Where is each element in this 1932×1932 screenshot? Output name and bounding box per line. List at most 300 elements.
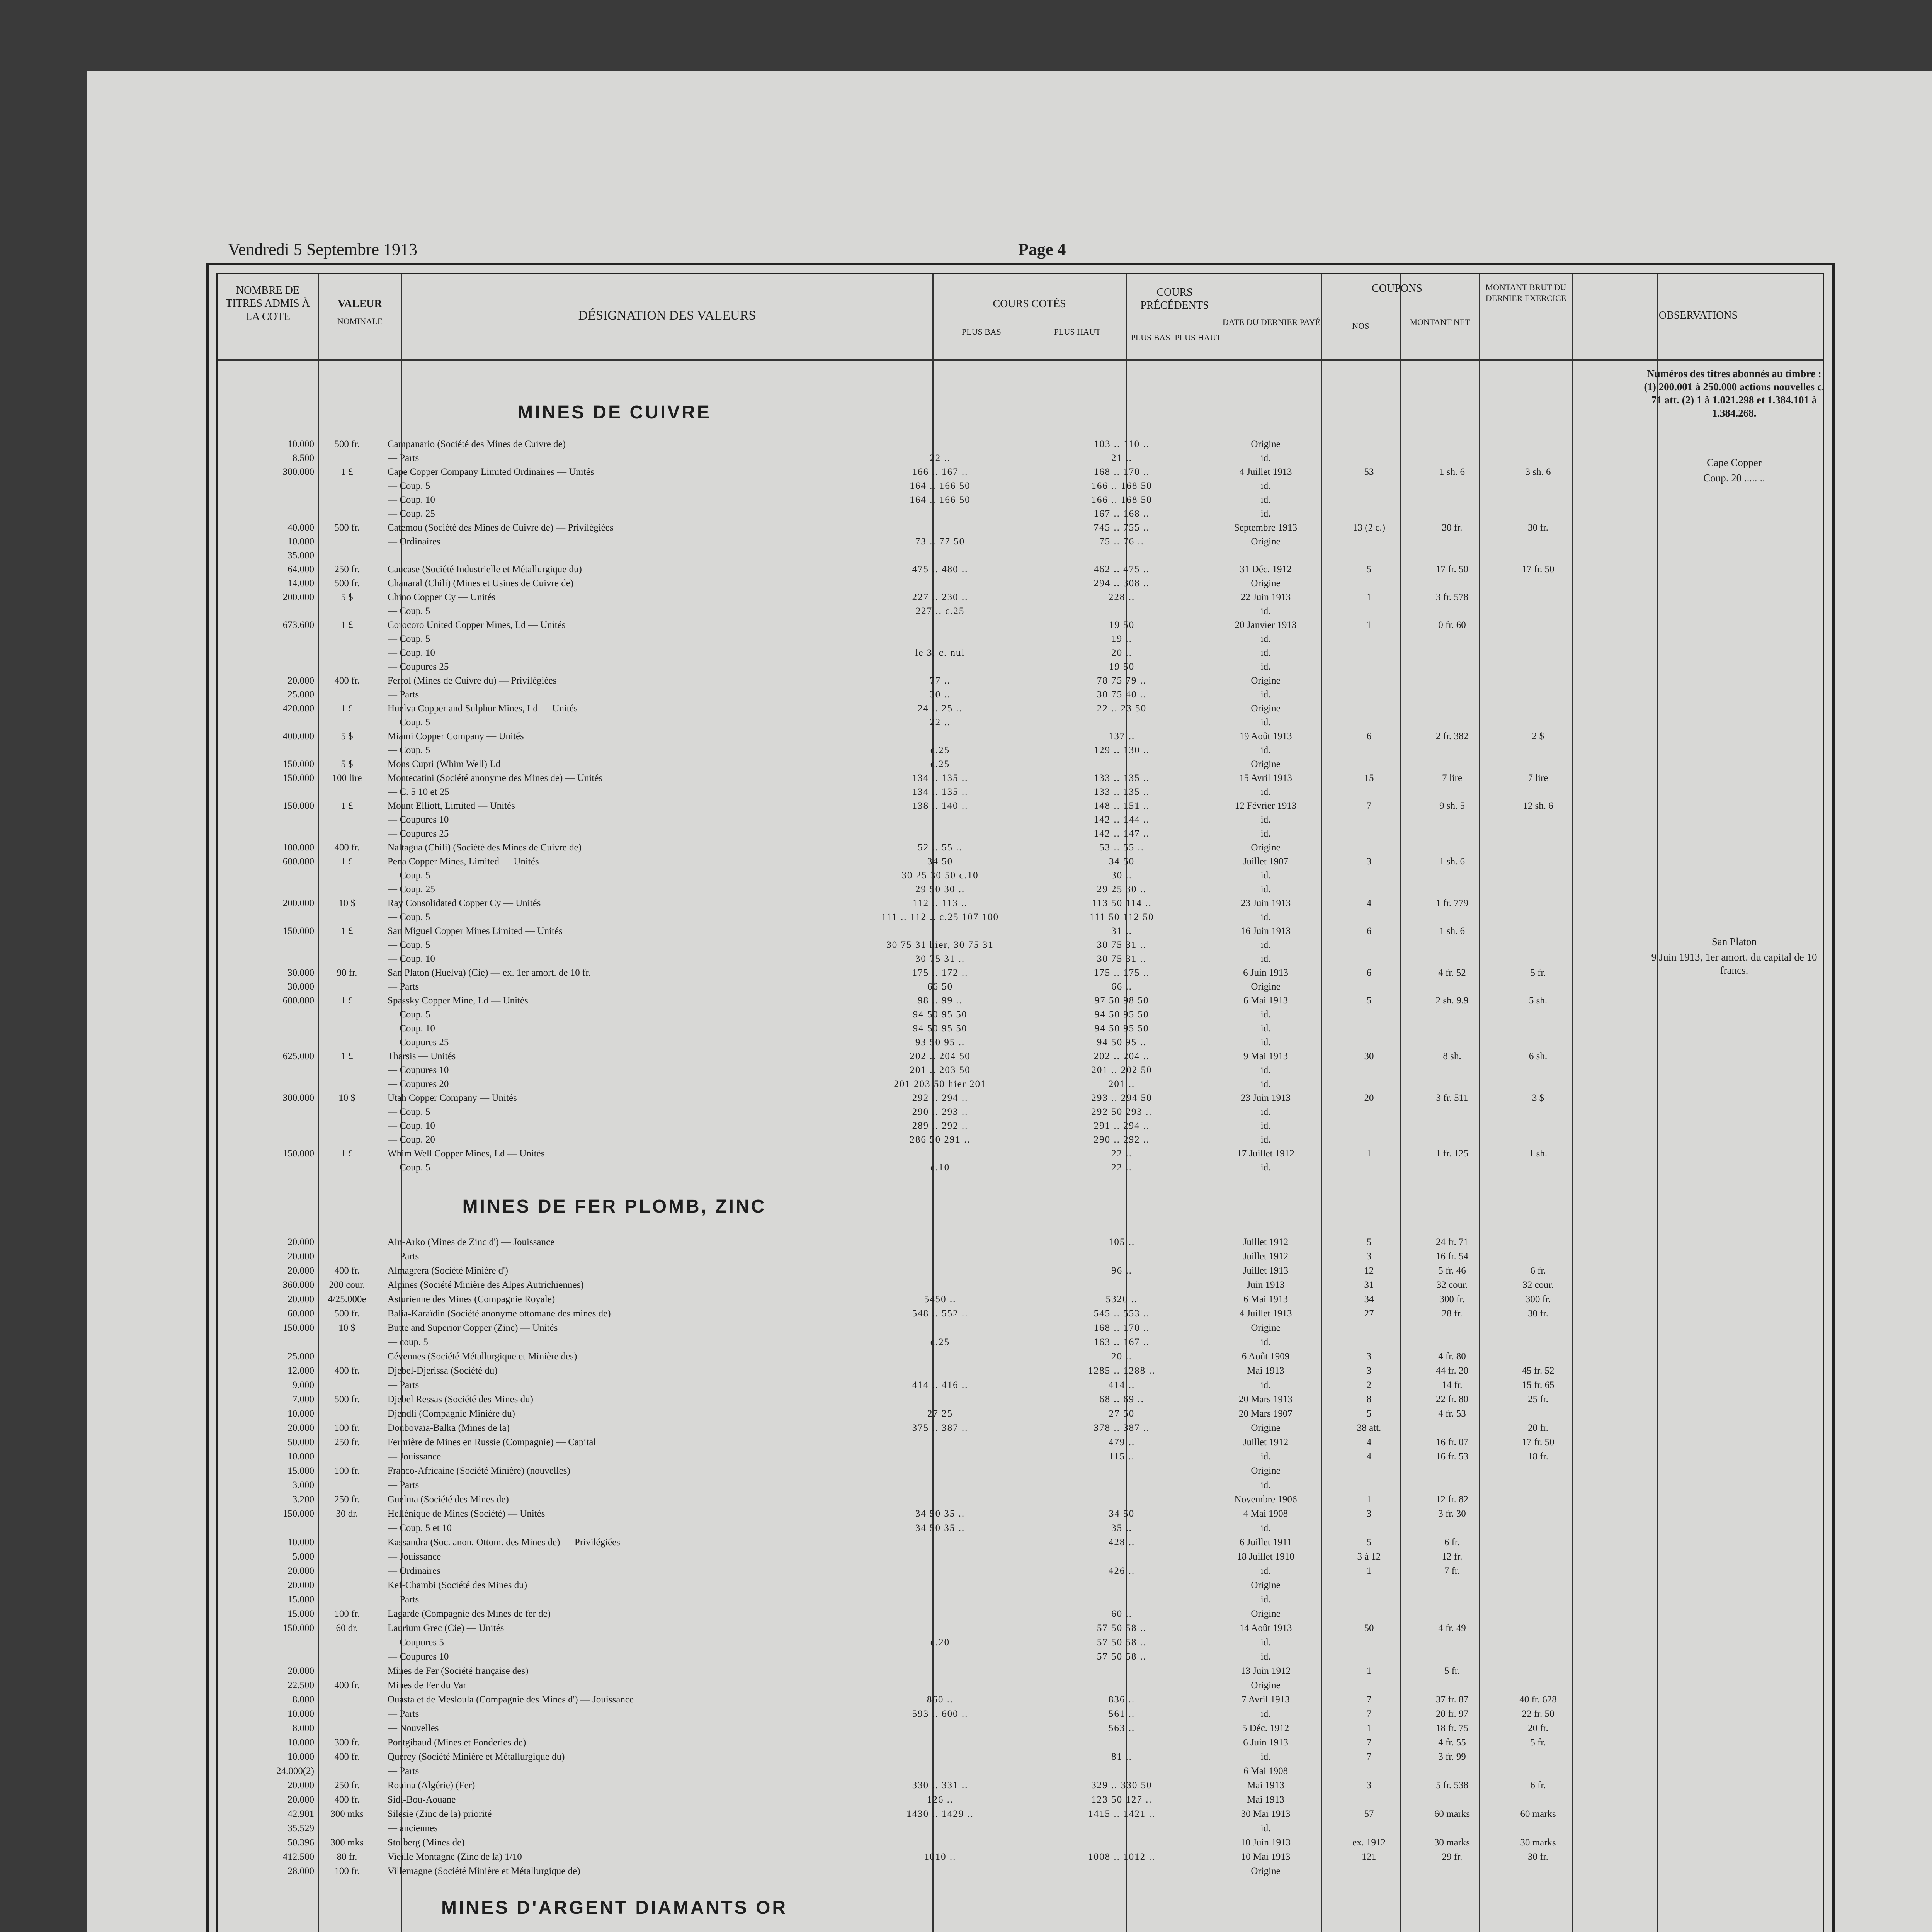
col-count-header: NOMBRE DE TITRES ADMIS À LA COTE bbox=[226, 284, 310, 323]
count-cell: 3.200 bbox=[292, 1494, 314, 1505]
coupon-brut-cell: 20 fr. bbox=[1528, 1423, 1548, 1433]
cours-prec-cell: 201 .. 202 50 bbox=[1091, 1065, 1152, 1075]
coupon-date-cell: 6 Mai 1913 bbox=[1243, 995, 1288, 1006]
designation-cell: Stolberg (Mines de) bbox=[388, 1837, 465, 1848]
designation-cell: — anciennes bbox=[388, 1823, 438, 1833]
coupon-net-cell: 18 fr. 75 bbox=[1435, 1723, 1469, 1733]
designation-cell: — Coup. 10 bbox=[388, 1121, 435, 1131]
cours-cotes-cell: c.25 bbox=[930, 1337, 950, 1347]
table-row bbox=[218, 898, 1823, 909]
cours-cotes-cell: 93 50 95 .. bbox=[915, 1037, 965, 1048]
nominal-cell: 10 $ bbox=[338, 1093, 355, 1103]
cours-prec-cell: 1285 .. 1288 .. bbox=[1088, 1366, 1155, 1376]
count-cell: 400.000 bbox=[282, 731, 314, 742]
coupon-date-cell: Origine bbox=[1251, 1609, 1281, 1619]
cours-prec-cell: 19 50 bbox=[1109, 662, 1135, 672]
table-row bbox=[218, 1379, 1823, 1391]
designation-cell: Alpines (Société Minière des Alpes Autrichiennes) bbox=[388, 1280, 584, 1290]
table-row bbox=[218, 759, 1823, 770]
nominal-cell: 500 fr. bbox=[334, 578, 360, 588]
table-row bbox=[218, 1537, 1823, 1548]
coupon-net-cell: 44 fr. 20 bbox=[1435, 1366, 1469, 1376]
nominal-cell: 30 dr. bbox=[336, 1509, 358, 1519]
coupon-brut-cell: 22 fr. 50 bbox=[1522, 1709, 1554, 1719]
cours-prec-cell: 113 50 114 .. bbox=[1092, 898, 1152, 908]
designation-cell: Campanario (Société des Mines de Cuivre de) bbox=[388, 439, 566, 449]
designation-cell: — Ordinaires bbox=[388, 536, 440, 547]
designation-cell: — Coup. 5 bbox=[388, 1107, 430, 1117]
cours-prec-cell: 479 .. bbox=[1108, 1437, 1135, 1447]
cours-prec-cell: 30 .. bbox=[1111, 870, 1132, 881]
cours-cotes-cell: 227 .. 230 .. bbox=[912, 592, 968, 602]
coupon-net-cell: 9 sh. 5 bbox=[1439, 801, 1465, 811]
count-cell: 20.000 bbox=[287, 1265, 314, 1276]
designation-cell: Caucase (Société Industrielle et Métallurgique du) bbox=[388, 564, 582, 575]
designation-cell: Naltagua (Chili) (Société des Mines de Cuivre de) bbox=[388, 842, 582, 853]
coupon-no-cell: 1 bbox=[1366, 1566, 1372, 1576]
designation-cell: — Coup. 20 bbox=[388, 1134, 435, 1145]
designation-cell: Tharsis — Unités bbox=[388, 1051, 456, 1061]
count-cell: 200.000 bbox=[282, 592, 314, 602]
count-cell: 150.000 bbox=[282, 773, 314, 783]
coupon-date-cell: id. bbox=[1260, 1107, 1271, 1117]
coupon-date-cell: 20 Mars 1907 bbox=[1239, 1408, 1293, 1419]
count-cell: 30.000 bbox=[287, 968, 314, 978]
coupon-date-cell: id. bbox=[1260, 1651, 1271, 1662]
coupon-date-cell: 4 Mai 1908 bbox=[1243, 1509, 1288, 1519]
designation-cell: — Parts bbox=[388, 1380, 419, 1390]
coupon-date-cell: Novembre 1906 bbox=[1234, 1494, 1297, 1505]
coupon-no-cell: 1 bbox=[1366, 620, 1372, 630]
table-row bbox=[218, 494, 1823, 506]
coupon-date-cell: id. bbox=[1260, 1823, 1271, 1833]
col-valeur-sub: NOMINALE bbox=[337, 316, 383, 326]
coupon-brut-cell: 17 fr. 50 bbox=[1522, 1437, 1554, 1447]
cours-cotes-cell: 126 .. bbox=[927, 1794, 954, 1805]
cours-prec-cell: 31 .. bbox=[1111, 926, 1132, 936]
cours-prec-cell: 545 .. 553 .. bbox=[1094, 1308, 1150, 1319]
designation-cell: — Coupures 10 bbox=[388, 1651, 449, 1662]
coupon-date-cell: Juillet 1912 bbox=[1243, 1251, 1289, 1262]
table-row bbox=[218, 731, 1823, 742]
count-cell: 150.000 bbox=[282, 1509, 314, 1519]
coupon-no-cell: 1 bbox=[1366, 1666, 1372, 1676]
coupon-net-cell: 8 sh. bbox=[1443, 1051, 1461, 1061]
designation-cell: Djebel-Djerissa (Société du) bbox=[388, 1366, 498, 1376]
table-row bbox=[218, 1808, 1823, 1820]
cours-cotes-cell: 292 .. 294 .. bbox=[912, 1093, 968, 1103]
cours-prec-cell: 745 .. 755 .. bbox=[1094, 522, 1150, 533]
coupon-no-cell: 1 bbox=[1366, 1723, 1372, 1733]
coupon-no-cell: 5 bbox=[1366, 564, 1372, 575]
count-cell: 25.000 bbox=[287, 689, 314, 700]
designation-cell: Lagarde (Compagnie des Mines de fer de) bbox=[388, 1609, 551, 1619]
designation-cell: — C. 5 10 et 25 bbox=[388, 787, 449, 797]
cours-cotes-cell: 201 .. 203 50 bbox=[910, 1065, 971, 1075]
nominal-cell: 5 $ bbox=[341, 592, 353, 602]
nominal-cell: 90 fr. bbox=[337, 968, 357, 978]
cours-prec-cell: 78 75 79 .. bbox=[1097, 675, 1147, 686]
cours-cotes-cell: 27 25 bbox=[927, 1408, 953, 1419]
designation-cell: Vieille Montagne (Zinc de la) 1/10 bbox=[388, 1852, 522, 1862]
designation-cell: Mons Cupri (Whim Well) Ld bbox=[388, 759, 500, 769]
cours-prec-cell: 168 .. 170 .. bbox=[1094, 1323, 1150, 1333]
designation-cell: Almagrera (Société Minière d') bbox=[388, 1265, 509, 1276]
table-row bbox=[218, 1608, 1823, 1620]
table-row bbox=[218, 1708, 1823, 1720]
designation-cell: Ray Consolidated Copper Cy — Unités bbox=[388, 898, 541, 908]
table-row bbox=[218, 1866, 1823, 1877]
table-row bbox=[218, 1737, 1823, 1748]
cours-prec-cell: 94 50 95 .. bbox=[1097, 1037, 1147, 1048]
count-cell: 100.000 bbox=[282, 842, 314, 853]
coupon-date-cell: id. bbox=[1260, 940, 1271, 950]
table-row bbox=[218, 550, 1823, 561]
table-row bbox=[218, 1494, 1823, 1505]
cours-cotes-cell: c.25 bbox=[930, 759, 950, 769]
cours-cotes-cell: 201 203 50 hier 201 bbox=[894, 1079, 986, 1089]
page-number: Page 4 bbox=[1018, 240, 1066, 259]
coupon-brut-cell: 30 fr. bbox=[1528, 1852, 1548, 1862]
table-row bbox=[218, 717, 1823, 728]
designation-cell: — Coup. 10 bbox=[388, 954, 435, 964]
cours-cotes-cell: 30 .. bbox=[930, 689, 951, 700]
cours-prec-cell: 167 .. 168 .. bbox=[1094, 509, 1150, 519]
designation-cell: Miami Copper Company — Unités bbox=[388, 731, 524, 742]
coupon-brut-cell: 60 marks bbox=[1520, 1809, 1556, 1819]
table-row bbox=[218, 578, 1823, 589]
coupon-brut-cell: 30 marks bbox=[1520, 1837, 1556, 1848]
coupon-date-cell: 10 Mai 1913 bbox=[1241, 1852, 1291, 1862]
nominal-cell: 400 fr. bbox=[334, 1752, 360, 1762]
cours-cotes-cell: 30 75 31 hier, 30 75 31 bbox=[886, 940, 994, 950]
coupon-date-cell: Origine bbox=[1251, 1580, 1281, 1590]
designation-cell: Montecatini (Société anonyme des Mines de) — Unités bbox=[388, 773, 603, 783]
coupon-net-cell: 60 marks bbox=[1434, 1809, 1470, 1819]
table-row bbox=[218, 1680, 1823, 1691]
count-cell: 625.000 bbox=[282, 1051, 314, 1061]
coupon-no-cell: 7 bbox=[1366, 1709, 1372, 1719]
coupon-date-cell: id. bbox=[1260, 815, 1271, 825]
cours-prec-cell: 22 .. bbox=[1111, 1148, 1132, 1159]
coupon-net-cell: 1 fr. 779 bbox=[1435, 898, 1469, 908]
table-row bbox=[218, 1580, 1823, 1591]
nominal-cell: 400 fr. bbox=[334, 1265, 360, 1276]
count-cell: 50.000 bbox=[287, 1437, 314, 1447]
nominal-cell: 1 £ bbox=[341, 467, 353, 477]
coupon-brut-cell: 25 fr. bbox=[1528, 1394, 1548, 1405]
coupon-date-cell: 4 Juillet 1913 bbox=[1239, 1308, 1292, 1319]
table-row bbox=[218, 675, 1823, 687]
count-cell: 12.000 bbox=[287, 1366, 314, 1376]
designation-cell: Ain-Arko (Mines de Zinc d') — Jouissance bbox=[388, 1237, 555, 1247]
table-row bbox=[218, 1148, 1823, 1160]
section-title-fer: MINES DE FER PLOMB, ZINC bbox=[462, 1196, 767, 1217]
table-row bbox=[218, 1134, 1823, 1146]
count-cell: 35.529 bbox=[287, 1823, 314, 1833]
coupon-net-cell: 30 marks bbox=[1434, 1837, 1470, 1848]
count-cell: 20.000 bbox=[287, 1780, 314, 1791]
cours-cotes-cell: 375 .. 387 .. bbox=[912, 1423, 968, 1433]
table-row bbox=[218, 605, 1823, 617]
coupon-date-cell: 6 Mai 1908 bbox=[1243, 1766, 1288, 1776]
table-row bbox=[218, 1265, 1823, 1277]
designation-cell: — Coupures 20 bbox=[388, 1079, 449, 1089]
coupon-date-cell: 6 Juillet 1911 bbox=[1239, 1537, 1292, 1548]
cours-prec-cell: 34 50 bbox=[1109, 856, 1135, 867]
table-row bbox=[218, 1508, 1823, 1520]
count-cell: 420.000 bbox=[282, 703, 314, 714]
count-cell: 150.000 bbox=[282, 1623, 314, 1633]
designation-cell: Balia-Karaïdin (Société anonyme ottomane des mines de) bbox=[388, 1308, 611, 1319]
table-row bbox=[218, 1337, 1823, 1348]
count-cell: 10.000 bbox=[287, 1408, 314, 1419]
count-cell: 20.000 bbox=[287, 1294, 314, 1304]
cours-prec-cell: 129 .. 130 .. bbox=[1094, 745, 1150, 755]
count-cell: 150.000 bbox=[282, 926, 314, 936]
coupon-date-cell: Origine bbox=[1251, 1423, 1281, 1433]
designation-cell: Mines de Fer (Société française des) bbox=[388, 1666, 529, 1676]
designation-cell: — Coupures 25 bbox=[388, 662, 449, 672]
cours-cotes-cell: 77 .. bbox=[930, 675, 951, 686]
nominal-cell: 1 £ bbox=[341, 995, 353, 1006]
coupon-brut-cell: 30 fr. bbox=[1528, 1308, 1548, 1319]
col-plus-haut-header: PLUS HAUT bbox=[1054, 327, 1101, 337]
cours-prec-cell: 22 .. 23 50 bbox=[1097, 703, 1147, 714]
count-cell: 9.000 bbox=[292, 1380, 314, 1390]
table-row bbox=[218, 592, 1823, 603]
count-cell: 150.000 bbox=[282, 1148, 314, 1159]
count-cell: 60.000 bbox=[287, 1308, 314, 1319]
table-row bbox=[218, 1465, 1823, 1477]
coupon-date-cell: id. bbox=[1260, 1337, 1271, 1347]
table-row bbox=[218, 1480, 1823, 1491]
table-row bbox=[218, 1565, 1823, 1577]
coupon-date-cell: id. bbox=[1260, 1523, 1271, 1533]
designation-cell: Whim Well Copper Mines, Ld — Unités bbox=[388, 1148, 545, 1159]
coupon-net-cell: 3 fr. 578 bbox=[1435, 592, 1469, 602]
nominal-cell: 500 fr. bbox=[334, 522, 360, 533]
coupon-net-cell: 3 fr. 511 bbox=[1436, 1093, 1468, 1103]
table-row bbox=[218, 786, 1823, 798]
cours-cotes-cell: 164 .. 166 50 bbox=[910, 481, 971, 491]
cours-prec-cell: 428 .. bbox=[1108, 1537, 1135, 1548]
coupon-no-cell: 7 bbox=[1366, 801, 1372, 811]
cours-prec-cell: 20 .. bbox=[1111, 1351, 1132, 1362]
coupon-date-cell: id. bbox=[1260, 745, 1271, 755]
designation-cell: San Platon (Huelva) (Cie) — ex. 1er amort. de 10 fr. bbox=[388, 968, 591, 978]
cours-cotes-cell: c.10 bbox=[930, 1162, 950, 1173]
count-cell: 40.000 bbox=[287, 522, 314, 533]
cours-prec-cell: 142 .. 144 .. bbox=[1094, 815, 1150, 825]
designation-cell: — Coup. 5 bbox=[388, 870, 430, 881]
coupon-brut-cell: 40 fr. 628 bbox=[1519, 1694, 1557, 1705]
designation-cell: — Parts bbox=[388, 1480, 419, 1490]
cours-cotes-cell: 202 .. 204 50 bbox=[910, 1051, 971, 1061]
coupon-date-cell: id. bbox=[1260, 1637, 1271, 1648]
coupon-date-cell: 20 Mars 1913 bbox=[1239, 1394, 1293, 1405]
designation-cell: Quercy (Société Minière et Métallurgique du) bbox=[388, 1752, 565, 1762]
coupon-net-cell: 3 fr. 30 bbox=[1438, 1509, 1466, 1519]
designation-cell: — Coupures 10 bbox=[388, 815, 449, 825]
coupon-date-cell: id. bbox=[1260, 912, 1271, 922]
coupon-date-cell: 6 Mai 1913 bbox=[1243, 1294, 1288, 1304]
table-row bbox=[218, 870, 1823, 881]
nominal-cell: 5 $ bbox=[341, 759, 353, 769]
coupon-date-cell: id. bbox=[1260, 689, 1271, 700]
count-cell: 200.000 bbox=[282, 898, 314, 908]
section-title-cuivre: MINES DE CUIVRE bbox=[517, 402, 711, 423]
table-inner-border bbox=[216, 273, 1824, 1932]
coupon-brut-cell: 32 cour. bbox=[1522, 1280, 1554, 1290]
designation-cell: Pontgibaud (Mines et Fonderies de) bbox=[388, 1737, 526, 1748]
coupon-date-cell: id. bbox=[1260, 1079, 1271, 1089]
count-cell: 412.500 bbox=[282, 1852, 314, 1862]
col-designation-header: DÉSIGNATION DES VALEURS bbox=[578, 308, 756, 323]
designation-cell: — Coup. 10 bbox=[388, 648, 435, 658]
coupon-date-cell: 17 Juillet 1912 bbox=[1237, 1148, 1294, 1159]
coupon-brut-cell: 5 sh. bbox=[1529, 995, 1548, 1006]
designation-cell: — Coup. 5 bbox=[388, 717, 430, 728]
coupon-no-cell: 31 bbox=[1364, 1280, 1374, 1290]
cours-prec-cell: 111 50 112 50 bbox=[1089, 912, 1154, 922]
table-row bbox=[218, 856, 1823, 867]
designation-cell: Rouina (Algérie) (Fer) bbox=[388, 1780, 475, 1791]
designation-cell: — Coup. 5 bbox=[388, 606, 430, 616]
coupon-date-cell: 6 Juin 1913 bbox=[1243, 1737, 1288, 1748]
designation-cell: — Parts bbox=[388, 1766, 419, 1776]
cours-prec-cell: 294 .. 308 .. bbox=[1094, 578, 1150, 588]
page-date: Vendredi 5 Septembre 1913 bbox=[228, 240, 417, 259]
coupon-no-cell: 3 bbox=[1366, 1251, 1372, 1262]
table-row bbox=[218, 1851, 1823, 1863]
coupon-date-cell: id. bbox=[1260, 870, 1271, 881]
designation-cell: Utah Copper Company — Unités bbox=[388, 1093, 517, 1103]
designation-cell: — Coup. 5 et 10 bbox=[388, 1523, 452, 1533]
price-table bbox=[206, 263, 1835, 1932]
coupon-date-cell: 30 Mai 1913 bbox=[1241, 1809, 1291, 1819]
cours-prec-cell: 290 .. 292 .. bbox=[1094, 1134, 1150, 1145]
coupon-brut-cell: 12 sh. 6 bbox=[1523, 801, 1553, 811]
cours-cotes-cell: 330 .. 331 .. bbox=[912, 1780, 968, 1791]
coupon-date-cell: id. bbox=[1260, 1451, 1271, 1462]
count-cell: 8.000 bbox=[292, 1694, 314, 1705]
count-cell: 42.901 bbox=[287, 1809, 314, 1819]
coupon-no-cell: 1 bbox=[1366, 1494, 1372, 1505]
coupon-date-cell: 4 Juillet 1913 bbox=[1239, 467, 1292, 477]
cours-cotes-cell: 5450 .. bbox=[924, 1294, 956, 1304]
coupon-no-cell: 121 bbox=[1362, 1852, 1376, 1862]
nominal-cell: 80 fr. bbox=[337, 1852, 357, 1862]
cours-prec-cell: 166 .. 168 50 bbox=[1091, 481, 1152, 491]
coupon-no-cell: 38 att. bbox=[1357, 1423, 1381, 1433]
table-row bbox=[218, 1365, 1823, 1377]
col-net-header: MONTANT NET bbox=[1410, 317, 1470, 327]
table-row bbox=[218, 939, 1823, 951]
table-row bbox=[218, 1023, 1823, 1034]
table-row bbox=[218, 466, 1823, 478]
coupon-date-cell: 6 Août 1909 bbox=[1242, 1351, 1290, 1362]
col-date-header: DATE DU DERNIER PAYÉ bbox=[1222, 317, 1321, 327]
coupon-date-cell: 31 Déc. 1912 bbox=[1240, 564, 1292, 575]
coupon-no-cell: 6 bbox=[1366, 926, 1372, 936]
cours-prec-cell: 142 .. 147 .. bbox=[1094, 828, 1150, 839]
count-cell: 8.500 bbox=[292, 453, 314, 463]
count-cell: 673.600 bbox=[282, 620, 314, 630]
coupon-date-cell: id. bbox=[1260, 717, 1271, 728]
coupon-no-cell: 13 (2 c.) bbox=[1353, 522, 1385, 533]
coupon-no-cell: 3 bbox=[1366, 1509, 1372, 1519]
coupon-date-cell: Origine bbox=[1251, 439, 1281, 449]
table-row bbox=[218, 439, 1823, 450]
designation-cell: Villemagne (Société Minière et Métallurgique de) bbox=[388, 1866, 580, 1876]
count-cell: 24.000(2) bbox=[276, 1766, 314, 1776]
coupon-date-cell: Mai 1913 bbox=[1247, 1794, 1284, 1805]
coupon-no-cell: 3 bbox=[1366, 1366, 1372, 1376]
count-cell: 15.000 bbox=[287, 1609, 314, 1619]
count-cell: 10.000 bbox=[287, 536, 314, 547]
designation-cell: Guelma (Société des Mines de) bbox=[388, 1494, 509, 1505]
coupon-net-cell: 4 fr. 80 bbox=[1438, 1351, 1466, 1362]
coupon-date-cell: id. bbox=[1260, 1566, 1271, 1576]
coupon-net-cell: 2 sh. 9.9 bbox=[1435, 995, 1469, 1006]
count-cell: 20.000 bbox=[287, 1580, 314, 1590]
nominal-cell: 10 $ bbox=[338, 1323, 355, 1333]
count-cell: 300.000 bbox=[282, 467, 314, 477]
table-row bbox=[218, 745, 1823, 756]
cours-cotes-cell: 860 .. bbox=[927, 1694, 954, 1705]
table-row bbox=[218, 1394, 1823, 1405]
coupon-date-cell: id. bbox=[1260, 495, 1271, 505]
coupon-net-cell: 30 fr. bbox=[1442, 522, 1463, 533]
cours-cotes-cell: 227 .. c.25 bbox=[915, 606, 965, 616]
nominal-cell: 10 $ bbox=[338, 898, 355, 908]
coupon-net-cell: 4 fr. 49 bbox=[1438, 1623, 1466, 1633]
obs-note-timbre: Numéros des titres abonnés au timbre : (1) 200.001 à 250.000 actions nouvelles c. 71 att. (2) 1 à 1.021.298 et 1.384.101 à 1.384.268. bbox=[1644, 368, 1825, 419]
cours-prec-cell: 1008 .. 1012 .. bbox=[1088, 1852, 1155, 1862]
cours-prec-cell: 21 .. bbox=[1111, 453, 1132, 463]
coupon-brut-cell: 7 lire bbox=[1528, 773, 1548, 783]
coupon-no-cell: 15 bbox=[1364, 773, 1374, 783]
cours-prec-cell: 168 .. 170 .. bbox=[1094, 467, 1150, 477]
count-cell: 10.000 bbox=[287, 1737, 314, 1748]
coupon-net-cell: 4 fr. 55 bbox=[1438, 1737, 1466, 1748]
cours-cotes-cell: 29 50 30 .. bbox=[915, 884, 965, 895]
designation-cell: — Nouvelles bbox=[388, 1723, 439, 1733]
nominal-cell: 1 £ bbox=[341, 856, 353, 867]
nominal-cell: 300 mks bbox=[330, 1837, 364, 1848]
count-cell: 360.000 bbox=[282, 1280, 314, 1290]
coupon-net-cell: 16 fr. 54 bbox=[1435, 1251, 1469, 1262]
count-cell: 20.000 bbox=[287, 675, 314, 686]
cours-cotes-cell: 475 .. 480 .. bbox=[912, 564, 968, 575]
designation-cell: Kef-Chambi (Société des Mines du) bbox=[388, 1580, 527, 1590]
coupon-no-cell: 7 bbox=[1366, 1737, 1372, 1748]
cours-prec-cell: 426 .. bbox=[1108, 1566, 1135, 1576]
nominal-cell: 100 lire bbox=[332, 773, 362, 783]
coupon-date-cell: Juillet 1907 bbox=[1243, 856, 1289, 867]
count-cell: 35.000 bbox=[287, 550, 314, 561]
count-cell: 20.000 bbox=[287, 1566, 314, 1576]
cours-cotes-cell: 34 50 bbox=[927, 856, 953, 867]
coupon-date-cell: id. bbox=[1260, 509, 1271, 519]
designation-cell: Pena Copper Mines, Limited — Unités bbox=[388, 856, 539, 867]
cours-prec-cell: 175 .. 175 .. bbox=[1094, 968, 1150, 978]
cours-prec-cell: 94 50 95 50 bbox=[1094, 1023, 1149, 1034]
coupon-brut-cell: 5 fr. bbox=[1530, 968, 1546, 978]
obs-cape-copper-note: Coup. 20 ..... .. bbox=[1703, 472, 1765, 484]
cours-prec-cell: 291 .. 294 .. bbox=[1094, 1121, 1150, 1131]
